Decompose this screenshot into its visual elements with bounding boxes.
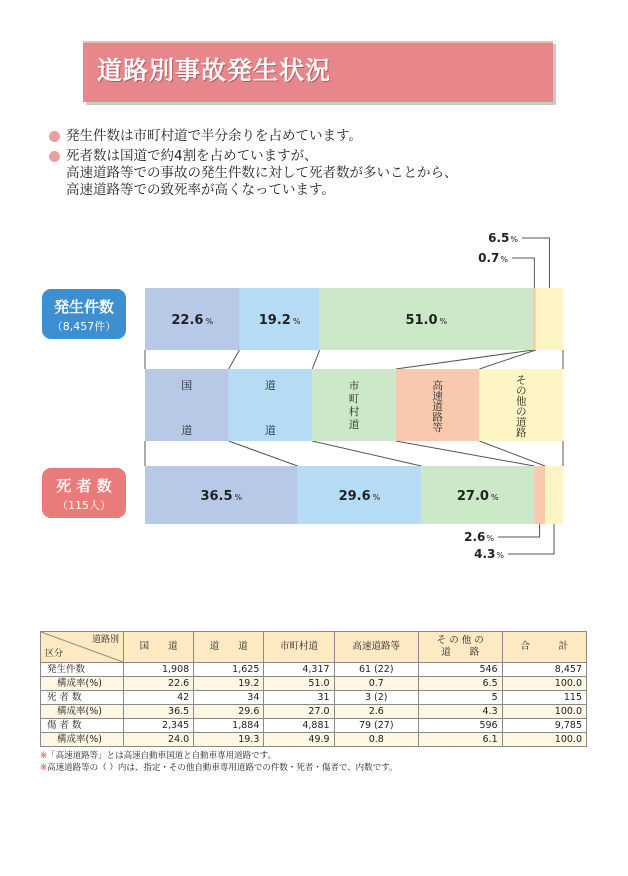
table-notes (40, 750, 587, 774)
category-label: 町 (348, 393, 360, 405)
corner-top-label: 道路別 (91, 635, 119, 645)
data-label: 27.0 % (456, 489, 499, 504)
bar-segment (534, 466, 545, 524)
table-cell: 27.0 (264, 705, 334, 719)
table-cell: 4,317 (264, 663, 334, 677)
category-label: 路 (515, 427, 527, 439)
table-cell: 61 (22) (334, 663, 418, 677)
bar-segment (545, 466, 563, 524)
category-label: 道 (348, 419, 360, 431)
table-cell: 36.5 (124, 705, 194, 719)
category-label: 道 (515, 416, 527, 429)
category-label: 道 (181, 424, 193, 437)
category-label: の (515, 406, 527, 418)
column-header: 高速道路等 (334, 632, 418, 663)
bar-segment (536, 288, 563, 350)
data-label: 51.0 % (405, 313, 448, 328)
row-label: 構成率(%) (41, 733, 124, 747)
table-cell: 4,881 (264, 719, 334, 733)
table-cell: 34 (194, 691, 264, 705)
table-cell: 546 (418, 663, 502, 677)
column-header: 国 道 (124, 632, 194, 663)
table-cell: 6.1 (418, 733, 502, 747)
column-header: 合 計 (502, 632, 586, 663)
category-label: そ (515, 374, 527, 387)
category-label: 道 (432, 400, 443, 413)
table-cell: 9,785 (502, 719, 586, 733)
table-cell: 115 (502, 691, 586, 705)
accident-table-section (40, 631, 587, 774)
category-label: 速 (432, 390, 443, 403)
category-label: 市 (348, 380, 360, 392)
table-corner-cell (41, 632, 124, 663)
table-row (41, 691, 587, 705)
category-label: 他 (515, 395, 527, 408)
connector-line (396, 350, 533, 369)
table-cell: 2.6 (334, 705, 418, 719)
callout-line (512, 258, 534, 288)
table-cell: 2,345 (124, 719, 194, 733)
category-label: 高 (432, 379, 443, 392)
bullet-line: 死者数は国道で約4割を占めていますが、 (66, 148, 318, 164)
table-cell: 100.0 (502, 705, 586, 719)
series-name: 死 者 数 (56, 477, 112, 495)
row-label: 傷 者 数 (41, 719, 124, 733)
data-label: 22.6 % (171, 313, 214, 328)
callout-line (498, 524, 540, 537)
category-label: 路 (432, 411, 443, 424)
category-label: 道 (264, 424, 276, 437)
column-header: 道 道 (194, 632, 264, 663)
table-cell: 0.7 (334, 677, 418, 691)
connector-line (229, 350, 240, 369)
connector-line (312, 441, 421, 466)
table-header-row (41, 632, 587, 663)
note-line (40, 750, 587, 762)
series-name: 発生件数 (53, 298, 115, 316)
table-cell: 1,625 (194, 663, 264, 677)
table-cell: 19.3 (194, 733, 264, 747)
callout-label: 0.7% (478, 251, 508, 265)
table-cell: 1,884 (194, 719, 264, 733)
series-subtitle: （115人） (57, 499, 111, 512)
callout-label: 2.6% (464, 530, 494, 544)
page-title: 道路別事故発生状況 (97, 56, 332, 85)
table-cell: 79 (27) (334, 719, 418, 733)
table-row (41, 719, 587, 733)
row-label: 発生件数 (41, 663, 124, 677)
note-text: 高速道路等の（ ）内は、指定・その他自動車専用道路での件数・死者・傷者で、内数です。 (47, 763, 398, 773)
note-mark: ※ (40, 751, 48, 761)
table-row (41, 705, 587, 719)
category-label: 国 (181, 379, 193, 392)
column-header: そ の 他 の 道 路 (418, 632, 502, 663)
table-cell: 4.3 (418, 705, 502, 719)
note-line (40, 762, 587, 774)
connector-line (312, 350, 320, 369)
note-mark: ※ (40, 763, 48, 773)
category-label: 等 (432, 421, 443, 434)
table-cell: 22.6 (124, 677, 194, 691)
callout-line (508, 524, 554, 554)
table-cell: 100.0 (502, 733, 586, 747)
connector-line (229, 441, 298, 466)
accident-table (40, 631, 587, 747)
table-cell: 19.2 (194, 677, 264, 691)
table-cell: 31 (264, 691, 334, 705)
category-label: 道 (264, 379, 276, 392)
category-label: の (515, 385, 527, 397)
callout-label: 4.3% (474, 547, 504, 561)
bar-segment (533, 288, 536, 350)
table-cell: 5 (418, 691, 502, 705)
row-label: 構成率(%) (41, 677, 124, 691)
table-cell: 0.8 (334, 733, 418, 747)
bullet-line: 発生件数は市町村道で半分余りを占めています。 (66, 128, 362, 144)
column-header: 市町村道 (264, 632, 334, 663)
table-cell: 6.5 (418, 677, 502, 691)
table-cell: 51.0 (264, 677, 334, 691)
table-body (41, 663, 587, 747)
table-row (41, 663, 587, 677)
corner-bottom-label: 区分 (45, 649, 64, 659)
table-cell: 3 (2) (334, 691, 418, 705)
category-label: 村 (348, 406, 360, 418)
bullet-line: 高速道路等での事故の発生件数に対して死者数が多いことから、 (66, 165, 458, 181)
row-label: 死 者 数 (41, 691, 124, 705)
table-cell: 1,908 (124, 663, 194, 677)
table-cell: 596 (418, 719, 502, 733)
table-cell: 49.9 (264, 733, 334, 747)
table-cell: 42 (124, 691, 194, 705)
table-cell: 8,457 (502, 663, 586, 677)
series-subtitle: （8,457件） (51, 320, 117, 333)
row-label: 構成率(%) (41, 705, 124, 719)
table-row (41, 677, 587, 691)
bullet-line: 高速道路等での致死率が高くなっています。 (66, 182, 335, 198)
callout-label: 6.5% (488, 231, 518, 245)
table-row (41, 733, 587, 747)
connector-line (479, 350, 535, 369)
table-cell: 29.6 (194, 705, 264, 719)
table-cell: 100.0 (502, 677, 586, 691)
data-label: 19.2 % (258, 313, 301, 328)
callout-line (522, 238, 549, 288)
note-text: 「高速道路等」とは高速自動車国道と自動車専用道路です。 (47, 751, 276, 761)
data-label: 36.5 % (200, 489, 243, 504)
table-cell: 24.0 (124, 733, 194, 747)
data-label: 29.6 % (338, 489, 381, 504)
